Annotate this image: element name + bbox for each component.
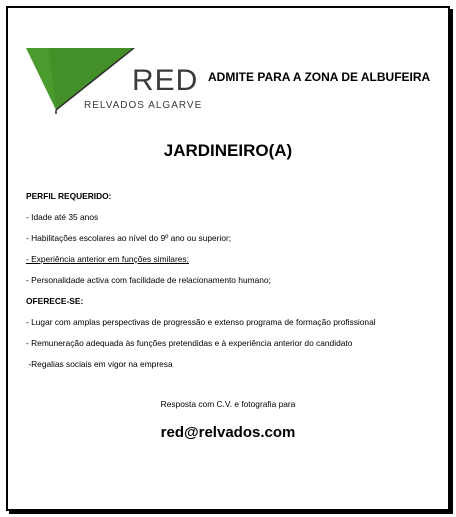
company-logo: [26, 48, 203, 118]
job-title: JARDINEIRO(A): [163, 141, 293, 160]
offer-item: - Lugar com amplas perspectivas de progressão e extenso programa de formação profissional: [26, 317, 376, 327]
offer-heading: OFERECE-SE:: [26, 296, 84, 306]
profile-item: - Idade até 35 anos: [26, 212, 99, 222]
profile-item-text: - Experiência anterior em funções similares;: [26, 254, 189, 264]
offer-item: - Remuneração adequada às funções pretendidas e à experiência anterior do candidato: [26, 338, 353, 348]
logo-wordmark: RED: [132, 64, 199, 97]
header-title: ADMITE PARA A ZONA DE ALBUFEIRA: [208, 70, 431, 84]
logo-tagline: RELVADOS ALGARVE: [84, 100, 203, 111]
ad-content: [26, 190, 446, 379]
offer-item: -Regalias sociais em vigor na empresa: [26, 359, 173, 369]
contact-text: Resposta com C.V. e fotografia para: [160, 399, 296, 409]
profile-item: - Personalidade activa com facilidade de relacionamento humano;: [26, 275, 271, 285]
profile-heading: PERFIL REQUERIDO:: [26, 191, 112, 201]
contact-email[interactable]: red@relvados.com: [160, 424, 296, 441]
profile-item: - Habilitações escolares ao nível do 9º ano ou superior;: [26, 233, 232, 243]
profile-item: [26, 253, 446, 274]
job-ad-frame: [6, 6, 450, 511]
